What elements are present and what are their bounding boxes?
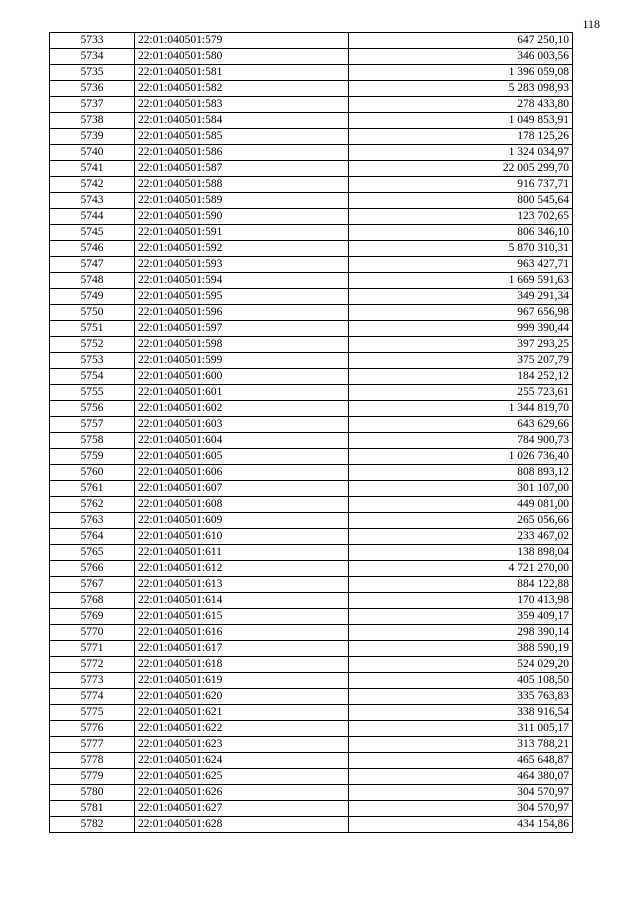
row-number: 5782 (50, 817, 135, 833)
page-number: 118 (582, 17, 600, 31)
row-number: 5754 (50, 369, 135, 385)
table-row (50, 609, 573, 625)
cadastral-value: 449 081,00 (349, 497, 573, 513)
row-number: 5761 (50, 481, 135, 497)
cadastral-number: 22:01:040501:627 (135, 801, 349, 817)
table-row (50, 449, 573, 465)
table-row (50, 369, 573, 385)
row-number: 5774 (50, 689, 135, 705)
cadastral-number: 22:01:040501:628 (135, 817, 349, 833)
table-row (50, 529, 573, 545)
cadastral-value: 916 737,71 (349, 177, 573, 193)
cadastral-number: 22:01:040501:614 (135, 593, 349, 609)
cadastral-number: 22:01:040501:603 (135, 417, 349, 433)
table-row (50, 785, 573, 801)
row-number: 5764 (50, 529, 135, 545)
cadastral-number: 22:01:040501:625 (135, 769, 349, 785)
cadastral-number: 22:01:040501:610 (135, 529, 349, 545)
cadastral-number: 22:01:040501:623 (135, 737, 349, 753)
cadastral-value: 184 252,12 (349, 369, 573, 385)
row-number: 5750 (50, 305, 135, 321)
table-row (50, 385, 573, 401)
table-row (50, 129, 573, 145)
cadastral-number: 22:01:040501:611 (135, 545, 349, 561)
table-body (50, 33, 573, 833)
row-number: 5749 (50, 289, 135, 305)
cadastral-value: 338 916,54 (349, 705, 573, 721)
cadastral-number: 22:01:040501:583 (135, 97, 349, 113)
table-row (50, 337, 573, 353)
row-number: 5772 (50, 657, 135, 673)
row-number: 5737 (50, 97, 135, 113)
table-row (50, 433, 573, 449)
cadastral-number: 22:01:040501:600 (135, 369, 349, 385)
row-number: 5745 (50, 225, 135, 241)
row-number: 5748 (50, 273, 135, 289)
table-row (50, 817, 573, 833)
cadastral-number: 22:01:040501:586 (135, 145, 349, 161)
cadastral-value: 800 545,64 (349, 193, 573, 209)
cadastral-value: 138 898,04 (349, 545, 573, 561)
cadastral-value: 643 629,66 (349, 417, 573, 433)
cadastral-value: 255 723,61 (349, 385, 573, 401)
cadastral-number: 22:01:040501:584 (135, 113, 349, 129)
table-row (50, 657, 573, 673)
table-row (50, 737, 573, 753)
cadastral-value: 1 324 034,97 (349, 145, 573, 161)
cadastral-value: 233 467,02 (349, 529, 573, 545)
table-row (50, 305, 573, 321)
table-row (50, 145, 573, 161)
cadastral-value: 170 413,98 (349, 593, 573, 609)
cadastral-value: 434 154,86 (349, 817, 573, 833)
table-row (50, 705, 573, 721)
table-row (50, 497, 573, 513)
cadastral-value: 123 702,65 (349, 209, 573, 225)
cadastral-value: 304 570,97 (349, 785, 573, 801)
row-number: 5781 (50, 801, 135, 817)
table-row (50, 33, 573, 49)
row-number: 5753 (50, 353, 135, 369)
cadastral-value-table (49, 32, 573, 833)
cadastral-number: 22:01:040501:594 (135, 273, 349, 289)
row-number: 5775 (50, 705, 135, 721)
cadastral-value: 967 656,98 (349, 305, 573, 321)
row-number: 5763 (50, 513, 135, 529)
cadastral-value: 1 669 591,63 (349, 273, 573, 289)
row-number: 5773 (50, 673, 135, 689)
cadastral-number: 22:01:040501:616 (135, 625, 349, 641)
cadastral-number: 22:01:040501:604 (135, 433, 349, 449)
table-row (50, 513, 573, 529)
table-row (50, 97, 573, 113)
cadastral-value: 359 409,17 (349, 609, 573, 625)
cadastral-number: 22:01:040501:592 (135, 241, 349, 257)
row-number: 5767 (50, 577, 135, 593)
row-number: 5780 (50, 785, 135, 801)
cadastral-value: 311 005,17 (349, 721, 573, 737)
cadastral-value: 524 029,20 (349, 657, 573, 673)
cadastral-number: 22:01:040501:620 (135, 689, 349, 705)
row-number: 5757 (50, 417, 135, 433)
cadastral-number: 22:01:040501:597 (135, 321, 349, 337)
cadastral-number: 22:01:040501:608 (135, 497, 349, 513)
table-row (50, 193, 573, 209)
table-row (50, 593, 573, 609)
cadastral-value: 298 390,14 (349, 625, 573, 641)
table-row (50, 225, 573, 241)
table-row (50, 81, 573, 97)
cadastral-value: 349 291,34 (349, 289, 573, 305)
cadastral-value: 784 900,73 (349, 433, 573, 449)
table-row (50, 689, 573, 705)
cadastral-value: 178 125,26 (349, 129, 573, 145)
cadastral-value: 397 293,25 (349, 337, 573, 353)
row-number: 5768 (50, 593, 135, 609)
cadastral-number: 22:01:040501:615 (135, 609, 349, 625)
row-number: 5736 (50, 81, 135, 97)
cadastral-number: 22:01:040501:621 (135, 705, 349, 721)
cadastral-value: 1 396 059,08 (349, 65, 573, 81)
cadastral-number: 22:01:040501:587 (135, 161, 349, 177)
row-number: 5765 (50, 545, 135, 561)
cadastral-number: 22:01:040501:618 (135, 657, 349, 673)
cadastral-number: 22:01:040501:588 (135, 177, 349, 193)
table-row (50, 209, 573, 225)
cadastral-number: 22:01:040501:619 (135, 673, 349, 689)
cadastral-number: 22:01:040501:622 (135, 721, 349, 737)
table-row (50, 353, 573, 369)
row-number: 5779 (50, 769, 135, 785)
table-row (50, 321, 573, 337)
table-row (50, 545, 573, 561)
cadastral-number: 22:01:040501:607 (135, 481, 349, 497)
row-number: 5755 (50, 385, 135, 401)
cadastral-number: 22:01:040501:589 (135, 193, 349, 209)
cadastral-number: 22:01:040501:624 (135, 753, 349, 769)
cadastral-value: 4 721 270,00 (349, 561, 573, 577)
cadastral-value: 647 250,10 (349, 33, 573, 49)
cadastral-number: 22:01:040501:581 (135, 65, 349, 81)
cadastral-value: 388 590,19 (349, 641, 573, 657)
table-row (50, 625, 573, 641)
cadastral-number: 22:01:040501:601 (135, 385, 349, 401)
cadastral-value: 808 893,12 (349, 465, 573, 481)
row-number: 5778 (50, 753, 135, 769)
cadastral-value: 405 108,50 (349, 673, 573, 689)
table-row (50, 577, 573, 593)
cadastral-number: 22:01:040501:593 (135, 257, 349, 273)
row-number: 5762 (50, 497, 135, 513)
table-row (50, 273, 573, 289)
cadastral-number: 22:01:040501:606 (135, 465, 349, 481)
cadastral-number: 22:01:040501:590 (135, 209, 349, 225)
row-number: 5769 (50, 609, 135, 625)
cadastral-number: 22:01:040501:599 (135, 353, 349, 369)
cadastral-value: 335 763,83 (349, 689, 573, 705)
cadastral-number: 22:01:040501:609 (135, 513, 349, 529)
table-row (50, 465, 573, 481)
row-number: 5776 (50, 721, 135, 737)
cadastral-number: 22:01:040501:602 (135, 401, 349, 417)
cadastral-number: 22:01:040501:595 (135, 289, 349, 305)
row-number: 5759 (50, 449, 135, 465)
cadastral-value: 313 788,21 (349, 737, 573, 753)
cadastral-value: 1 049 853,91 (349, 113, 573, 129)
row-number: 5760 (50, 465, 135, 481)
row-number: 5734 (50, 49, 135, 65)
cadastral-value: 465 648,87 (349, 753, 573, 769)
cadastral-number: 22:01:040501:580 (135, 49, 349, 65)
cadastral-number: 22:01:040501:612 (135, 561, 349, 577)
cadastral-value: 301 107,00 (349, 481, 573, 497)
table-row (50, 417, 573, 433)
table-row (50, 721, 573, 737)
row-number: 5738 (50, 113, 135, 129)
table-row (50, 561, 573, 577)
table-row (50, 641, 573, 657)
cadastral-number: 22:01:040501:617 (135, 641, 349, 657)
row-number: 5746 (50, 241, 135, 257)
table-row (50, 113, 573, 129)
cadastral-number: 22:01:040501:613 (135, 577, 349, 593)
table-row (50, 161, 573, 177)
row-number: 5741 (50, 161, 135, 177)
cadastral-number: 22:01:040501:596 (135, 305, 349, 321)
cadastral-value: 304 570,97 (349, 801, 573, 817)
table-row (50, 801, 573, 817)
cadastral-value: 884 122,88 (349, 577, 573, 593)
row-number: 5744 (50, 209, 135, 225)
cadastral-value: 5 870 310,31 (349, 241, 573, 257)
cadastral-number: 22:01:040501:591 (135, 225, 349, 241)
row-number: 5751 (50, 321, 135, 337)
table-row (50, 401, 573, 417)
table-row (50, 753, 573, 769)
row-number: 5747 (50, 257, 135, 273)
table-row (50, 289, 573, 305)
row-number: 5766 (50, 561, 135, 577)
table-row (50, 177, 573, 193)
row-number: 5733 (50, 33, 135, 49)
row-number: 5758 (50, 433, 135, 449)
cadastral-number: 22:01:040501:598 (135, 337, 349, 353)
row-number: 5777 (50, 737, 135, 753)
cadastral-number: 22:01:040501:605 (135, 449, 349, 465)
cadastral-value: 265 056,66 (349, 513, 573, 529)
cadastral-number: 22:01:040501:582 (135, 81, 349, 97)
table-row (50, 769, 573, 785)
row-number: 5752 (50, 337, 135, 353)
row-number: 5743 (50, 193, 135, 209)
cadastral-value: 1 026 736,40 (349, 449, 573, 465)
cadastral-value: 5 283 098,93 (349, 81, 573, 97)
table-row (50, 241, 573, 257)
cadastral-value: 963 427,71 (349, 257, 573, 273)
cadastral-number: 22:01:040501:579 (135, 33, 349, 49)
table-row (50, 481, 573, 497)
cadastral-value: 464 380,07 (349, 769, 573, 785)
row-number: 5742 (50, 177, 135, 193)
table-row (50, 65, 573, 81)
row-number: 5756 (50, 401, 135, 417)
cadastral-value: 375 207,79 (349, 353, 573, 369)
row-number: 5771 (50, 641, 135, 657)
table-row (50, 673, 573, 689)
cadastral-value: 278 433,80 (349, 97, 573, 113)
cadastral-value: 346 003,56 (349, 49, 573, 65)
row-number: 5735 (50, 65, 135, 81)
cadastral-number: 22:01:040501:626 (135, 785, 349, 801)
row-number: 5740 (50, 145, 135, 161)
cadastral-number: 22:01:040501:585 (135, 129, 349, 145)
table-row (50, 49, 573, 65)
cadastral-value: 806 346,10 (349, 225, 573, 241)
cadastral-value: 22 005 299,70 (349, 161, 573, 177)
row-number: 5770 (50, 625, 135, 641)
cadastral-value: 1 344 819,70 (349, 401, 573, 417)
cadastral-value: 999 390,44 (349, 321, 573, 337)
table-row (50, 257, 573, 273)
row-number: 5739 (50, 129, 135, 145)
